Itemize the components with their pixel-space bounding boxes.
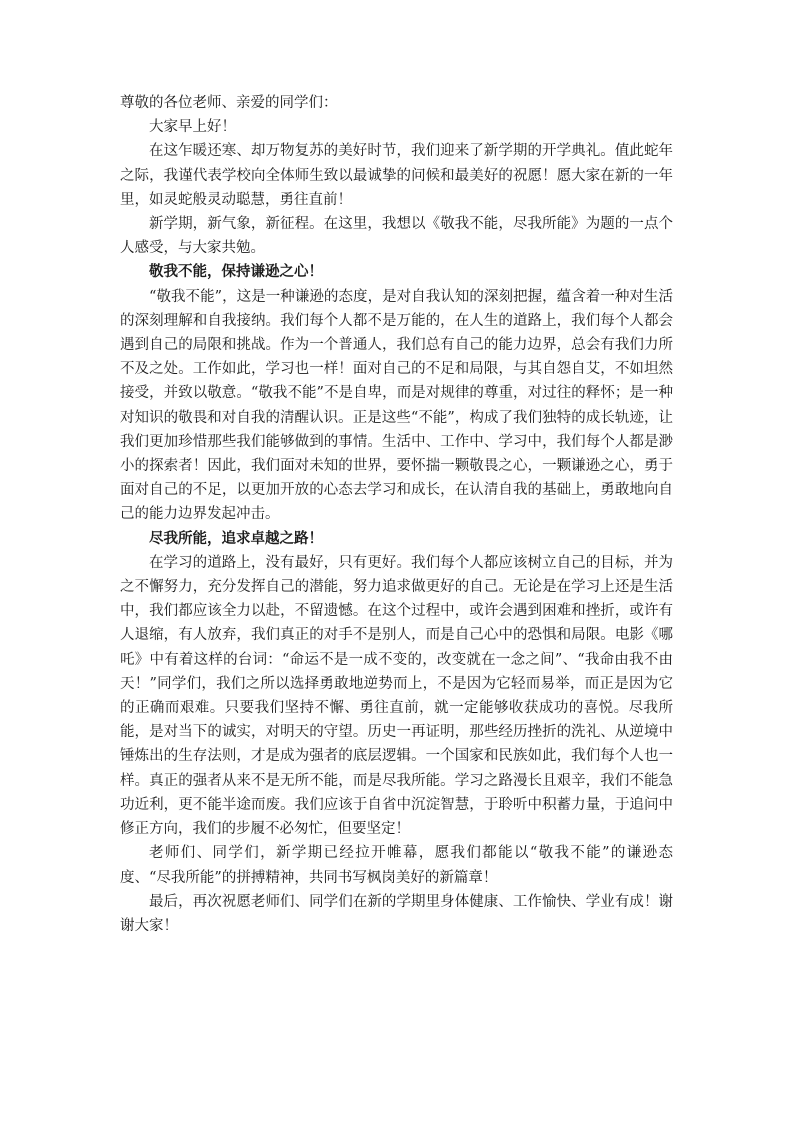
paragraph-excellence: 在学习的道路上，没有最好，只有更好。我们每个人都应该树立自己的目标，并为之不懈努力，充分发挥自己的潜能，努力追求做更好的自己。无论是在学习上还是生活中，我们都应该全力以赴，不留遗憾。在这个过程中，或许会遇到困难和挫折，或许有人退缩，有人放弃，我们真正的对手不是别人，而是自己心中的恐惧和局限。电影《哪吒》中有着这样的台词：“命运不是一成不变的，改变就在一念之间”、“我命由我不由天！”同学们，我们之所以选择勇敢地逆势而上，不是因为它轻而易举，而正是因为它的正确而艰难。只要我们坚持不懈、勇往直前，就一定能够收获成功的喜悦。尽我所能，是对当下的诚实，对明天的守望。历史一再证明，那些经历挫折的洗礼、从逆境中锤炼出的生存法则，才是成为强者的底层逻辑。一个国家和民族如此，我们每个人也一样。真正的强者从来不是无所不能，而是尽我所能。学习之路漫长且艰辛，我们不能急功近利，更不能半途而废。我们应该于自省中沉淀智慧，于聆听中积蓄力量，于追问中修正方向，我们的步履不必匆忙，但要坚定！ — [120, 554, 673, 838]
salutation: 尊敬的各位老师、亲爱的同学们： — [120, 95, 338, 111]
document-body — [120, 91, 673, 938]
section-heading-excellence: 尽我所能，追求卓越之路！ — [149, 529, 323, 547]
paragraph-topic: 新学期，新气象，新征程。在这里，我想以《敬我不能，尽我所能》为题的一点个人感受，与大家共勉。 — [120, 216, 673, 257]
section-heading-humility: 敬我不能，保持谦逊之心！ — [149, 263, 323, 281]
paragraph-greeting: 大家早上好！ — [149, 119, 236, 136]
paragraph-new-semester: 老师们、同学们，新学期已经拉开帷幕，愿我们都能以“敬我不能”的谦逊态度、“尽我所能”的拼搏精神，共同书写枫岗美好的新篇章！ — [120, 845, 673, 886]
paragraph-closing: 最后，再次祝愿老师们、同学们在新的学期里身体健康、工作愉快、学业有成！谢谢大家！ — [120, 893, 673, 934]
paragraph-humility: “敬我不能”，这是一种谦逊的态度，是对自我认知的深刻把握，蕴含着一种对生活的深刻理解和自我接纳。我们每个人都不是万能的，在人生的道路上，我们每个人都会遇到自己的局限和挑战。作为一个普通人，我们总有自己的能力边界，总会有我们力所不及之处。工作如此，学习也一样！面对自己的不足和局限，与其自怨自艾，不如坦然接受，并致以敬意。“敬我不能”不是自卑，而是对规律的尊重，对过往的释怀；是一种对知识的敬畏和对自我的清醒认识。正是这些“不能”，构成了我们独特的成长轨迹，让我们更加珍惜那些我们能够做到的事情。生活中、工作中、学习中，我们每个人都是渺小的探索者！因此，我们面对未知的世界，要怀揣一颗敬畏之心，一颗谦逊之心，勇于面对自己的不足，以更加开放的心态去学习和成长，在认清自我的基础上，勇敢地向自己的能力边界发起冲击。 — [120, 288, 673, 523]
paragraph-opening: 在这乍暖还寒、却万物复苏的美好时节，我们迎来了新学期的开学典礼。值此蛇年之际，我谨代表学校向全体师生致以最诚挚的问候和最美好的祝愿！愿大家在新的一年里，如灵蛇般灵动聪慧，勇往直前！ — [120, 143, 673, 208]
